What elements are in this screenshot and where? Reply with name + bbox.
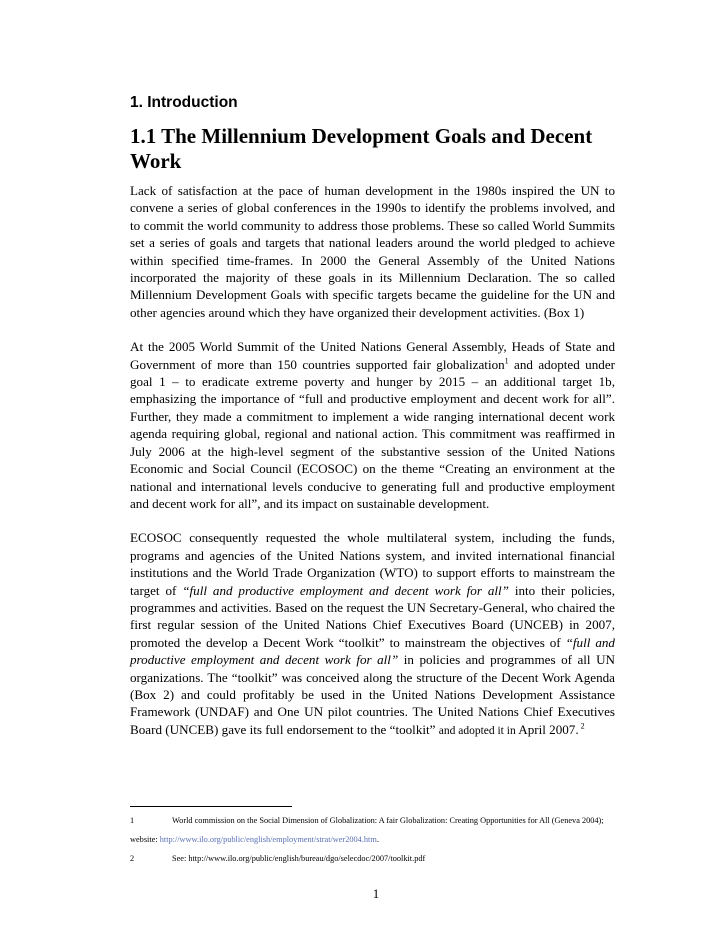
paragraph-3-text-b: into their policies, programmes and activities. Based on the request the UN Secretary-General, who chaired the first regular session of the United Nations Chief Executives Board (UNCEB) in 2007, promoted the develop a Decent Work “toolkit” to mainstream the objectives of bbox=[130, 582, 615, 650]
paragraph-3-text-d: April 2007. bbox=[515, 721, 579, 737]
paragraph-3-italic-b: “full and productive employment and decent work for all” bbox=[130, 634, 615, 668]
footnote-divider bbox=[130, 806, 292, 807]
section-heading: 1. Introduction bbox=[130, 94, 238, 111]
paragraph-2-text-a: At the 2005 World Summit of the United Nations General Assembly, Heads of State and Government of more than 150 countries supported fair globalization bbox=[130, 339, 615, 372]
footnote-number: 1 bbox=[130, 816, 135, 825]
footnote-link[interactable]: http://www.ilo.org/public/english/employment/strat/wer2004.htm bbox=[159, 835, 377, 844]
paragraph-3-text-c: in policies and programmes of all UN organizations. The “toolkit” was conceived along the structure of the Decent Work Agenda (Box 2) and could profitably be used in the United Nations Development Assistance Framework (UNDAF) and One UN pilot countries. The United Nations Chief Executives Board (UNCEB) gave its full endorsement to the “toolkit” bbox=[130, 652, 615, 737]
page-number: 1 bbox=[372, 886, 380, 901]
paragraph-3-text-a: ECOSOC consequently requested the whole multilateral system, including the funds, programs and agencies of the United Nations system, and invited international financial institutions and the World Trade Organization (WTO) to support efforts to mainstream the target of bbox=[130, 530, 615, 598]
footnote-number: 2 bbox=[130, 854, 135, 863]
footnote-tail: . bbox=[376, 835, 379, 844]
paragraph-2 bbox=[130, 338, 615, 512]
paragraph-3 bbox=[130, 529, 615, 740]
paragraph-3-small-text: and adopted it in bbox=[438, 724, 516, 737]
paragraph-2-text-b: and adopted under goal 1 – to eradicate extreme poverty and hunger by 2015 – an additional target 1b, emphasizing the importance of “full and productive employment and decent work for all”. Further, they made a commitment to implement a wide ranging international decent work agenda requiring global, regional and national action. This commitment was reaffirmed in July 2006 at the high-level segment of the substantive session of the United Nations Economic and Social Council (ECOSOC) on the theme “Creating an environment at the national and international levels conducive to generating full and productive employment and decent work for all”, and its impact on sustainable development. bbox=[130, 356, 615, 511]
footnote-ref-2: 2 bbox=[578, 721, 585, 731]
footnote-1 bbox=[130, 811, 615, 849]
footnote-text: World commission on the Social Dimension of Globalization: A fair Globalization: Creating Opportunities for All (Geneva 2004); website: bbox=[130, 816, 604, 844]
footnote-text: See: http://www.ilo.org/public/english/bureau/dgo/selecdoc/2007/toolkit.pdf bbox=[172, 854, 426, 863]
footnotes bbox=[130, 811, 615, 868]
subsection-heading: 1.1 The Millennium Development Goals and Decent Work bbox=[130, 124, 593, 173]
footnote-ref-1: 1 bbox=[504, 356, 509, 366]
paragraph-3-italic-a: “full and productive employment and decent work for all” bbox=[182, 582, 509, 598]
main-content bbox=[130, 94, 615, 757]
footnote-2 bbox=[130, 849, 615, 868]
paragraph-1: Lack of satisfaction at the pace of human development in the 1980s inspired the UN to convene a series of global conferences in the 1990s to identify the problems involved, and to commit the world community to address those problems. These so called World Summits set a series of goals and targets that national leaders around the world pledged to achieve within specified time-frames. In 2000 the General Assembly of the United Nations incorporated the majority of these goals in its Millennium Declaration. The so called Millennium Development Goals with specific targets became the guideline for the UN and other agencies around which they have organized their development activities. (Box 1) bbox=[130, 183, 615, 320]
